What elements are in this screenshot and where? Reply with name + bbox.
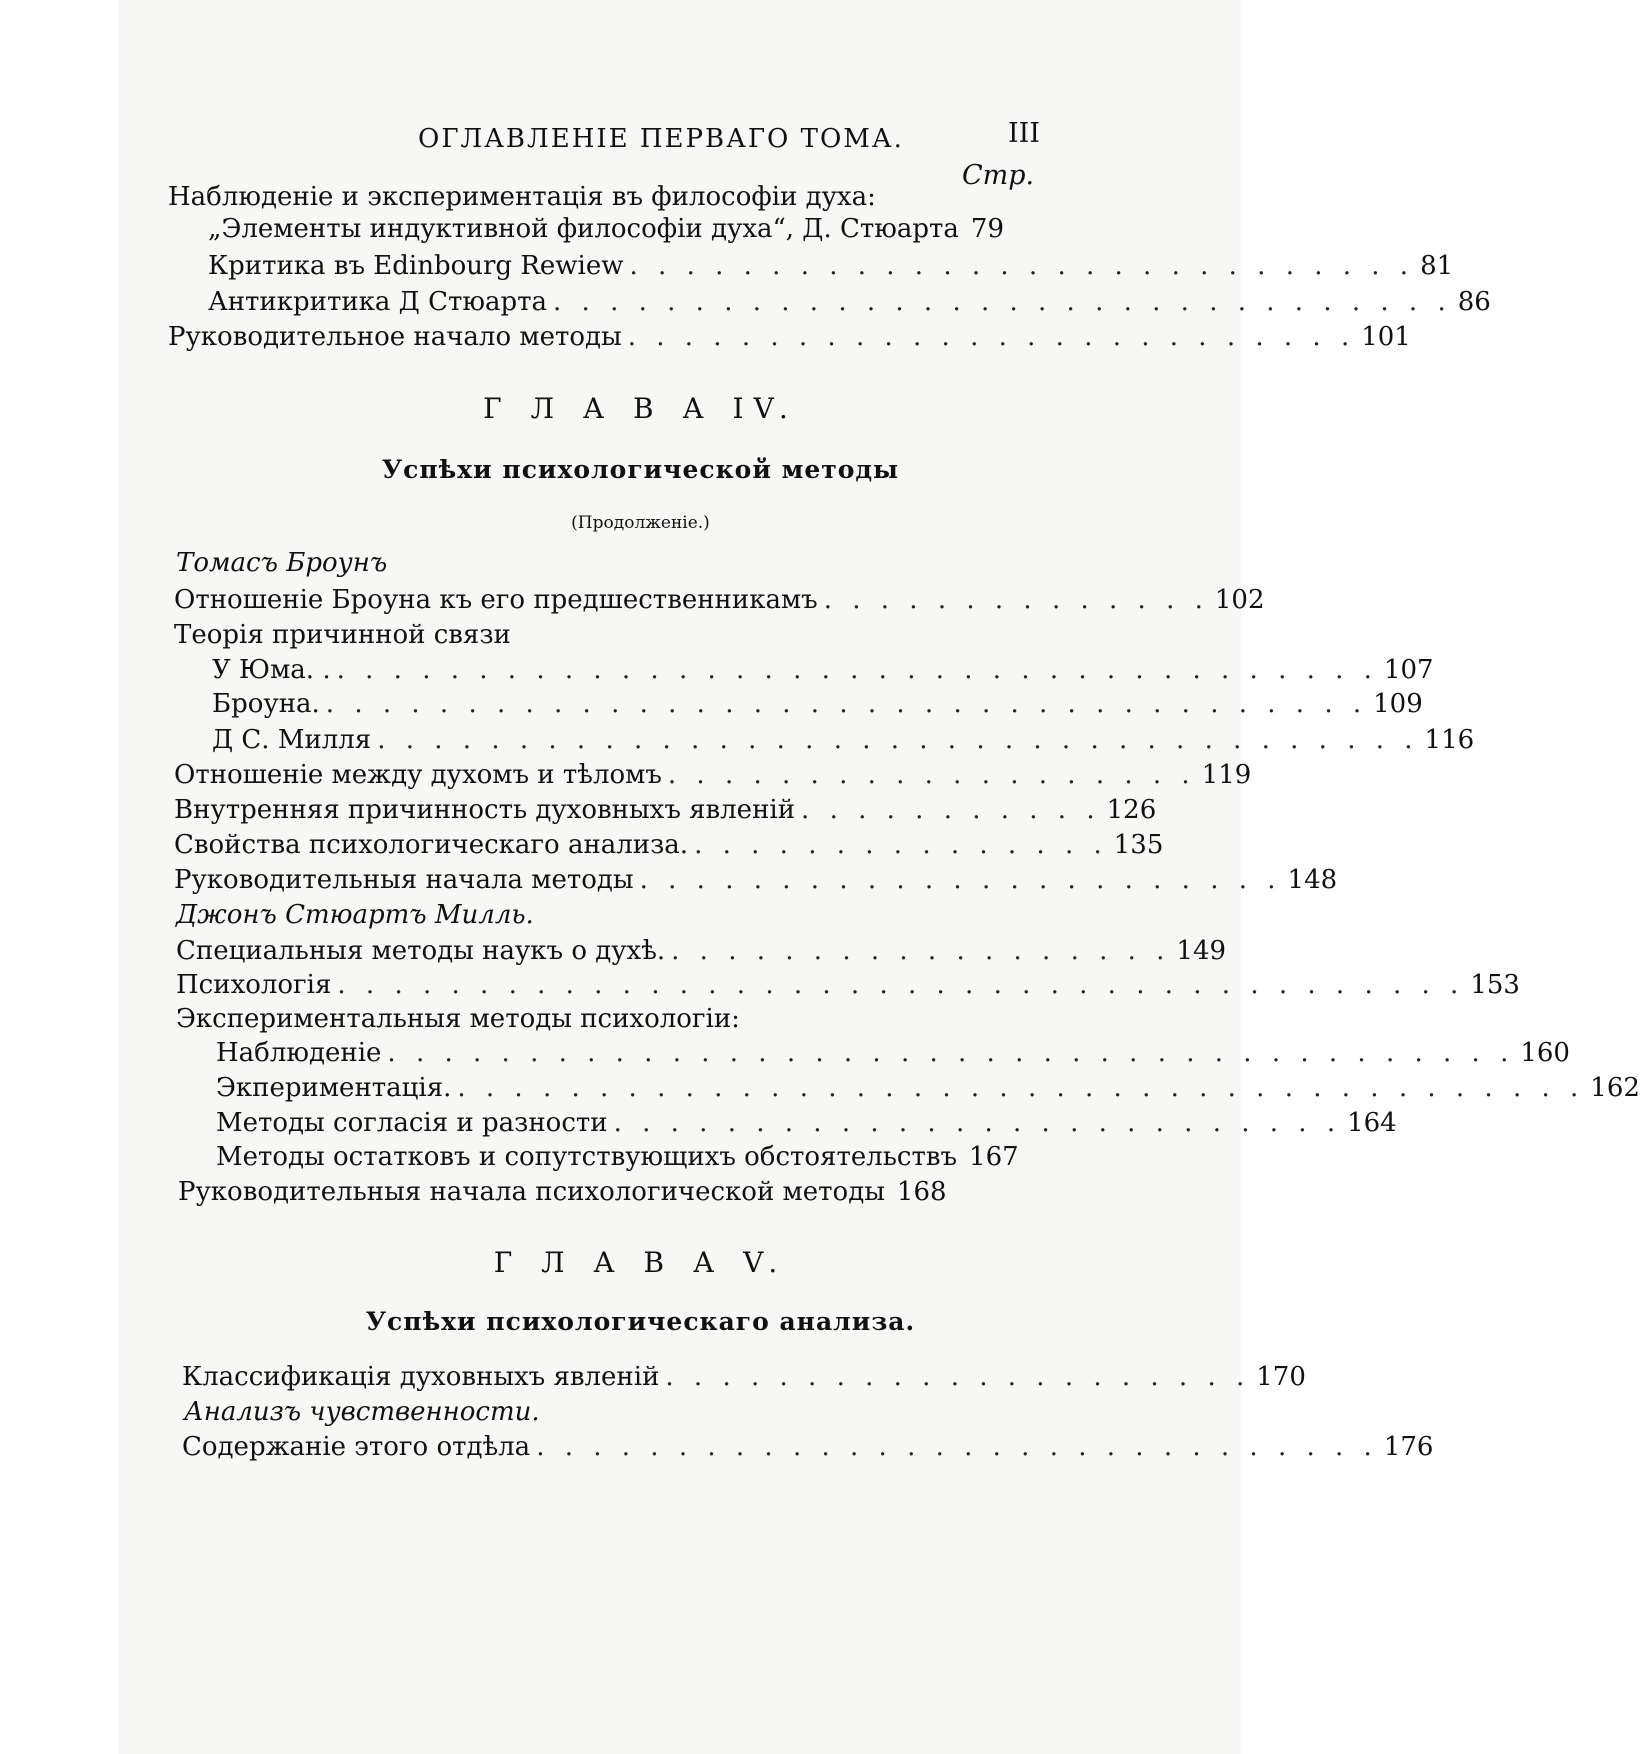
- toc-entry: [176, 936, 1227, 974]
- toc-entry-label: Отношеніе между духомъ и тѣломъ: [174, 760, 662, 790]
- toc-entry-label: Антикритика Д Стюарта: [208, 287, 548, 317]
- toc-entry: [216, 1142, 1019, 1180]
- leader-dots: . . . . . . . . . . . . . . .: [694, 830, 1108, 860]
- toc-entry-page: 162: [1590, 1073, 1640, 1103]
- toc-entry: [212, 655, 1434, 693]
- toc-entry-label: Отношеніе Броуна къ его предшественникамъ: [174, 585, 818, 615]
- toc-entry-label: Психологія: [176, 970, 332, 1000]
- page-header-title: ОГЛАВЛЕНІЕ ПЕРВАГО ТОМА.: [418, 124, 904, 154]
- chapter-4-title: Г Л А В А IV.: [483, 392, 798, 425]
- chapter-4-subtitle: Успѣхи психологической методы: [381, 455, 900, 484]
- toc-intro: Наблюденіе и экспериментація въ философіи духа:: [168, 182, 876, 212]
- chapter-5-subtitle: Успѣхи психологическаго анализа.: [365, 1307, 916, 1336]
- toc-entry: [178, 1177, 947, 1215]
- leader-dots: . . . . . . . . . . . . . . . . . . . . . . . . . . . . . . . . . . . . . . . .: [337, 970, 1465, 1000]
- leader-dots: . . . . . . . . . . . . . . . . . . . . . . . . . .: [627, 322, 1356, 352]
- toc-entry-page: 109: [1373, 689, 1423, 719]
- leader-dots: . . . . . . . . . . . . . . . . . . . . . . . . . . . . . . . .: [553, 287, 1452, 317]
- page-column-label: Стр.: [962, 160, 1035, 191]
- toc-entry-label: Руководительныя начала психологической методы: [178, 1177, 885, 1207]
- leader-dots: . . . . . . . . . . . . . .: [823, 585, 1209, 615]
- toc-entry: [176, 970, 1520, 1008]
- toc-entry-label: Критика въ Edinbourg Rewiew: [208, 251, 624, 281]
- page-number-roman: III: [1008, 118, 1040, 149]
- leader-dots: . . . . . . . . . . . . . . . . . . . . . . . . . . . . . . . . . . . . .: [325, 689, 1368, 719]
- leader-dots: . . . . . . . . . . . . . . . . . .: [671, 936, 1171, 966]
- toc-entry-page: 167: [969, 1142, 1019, 1172]
- theory-heading: Теорія причинной связи: [174, 620, 511, 650]
- toc-entry: [216, 1073, 1640, 1111]
- toc-entry: [216, 1108, 1397, 1146]
- toc-entry-label: Броуна.: [212, 689, 320, 719]
- toc-entry-label: Свойства психологическаго анализа.: [174, 830, 689, 860]
- toc-entry: [168, 322, 1411, 360]
- toc-entry: [208, 287, 1491, 325]
- toc-entry: [212, 725, 1475, 763]
- toc-entry: [208, 214, 1005, 252]
- toc-entry-page: 101: [1361, 322, 1411, 352]
- toc-entry-label: Методы согласія и разности: [216, 1108, 608, 1138]
- toc-entry: [216, 1038, 1570, 1076]
- leader-dots: . . . . . . . . . . . . . . . . . . . . . . . . . . . .: [629, 251, 1415, 281]
- toc-entry-page: 168: [896, 1177, 947, 1207]
- toc-entry-label: Содержаніе этого отдѣла: [182, 1432, 531, 1462]
- chapter-4-continued: (Продолженіе.): [571, 513, 710, 533]
- toc-entry-label: Наблюденіе: [216, 1038, 382, 1068]
- toc-entry-page: 81: [1420, 251, 1454, 281]
- toc-entry-label: Методы остатковъ и сопутствующихъ обстоятельствъ: [216, 1142, 958, 1172]
- toc-entry: [174, 760, 1252, 798]
- toc-entry-page: 176: [1383, 1432, 1434, 1462]
- toc-entry-page: 153: [1470, 970, 1520, 1000]
- toc-entry: [174, 585, 1265, 623]
- section-heading-sensibility: Анализъ чувственности.: [184, 1397, 540, 1427]
- toc-entry-page: 86: [1457, 287, 1491, 317]
- toc-entry-label: У Юма. .: [212, 655, 331, 685]
- author-heading-mill: Джонъ Стюартъ Милль.: [176, 900, 534, 930]
- toc-entry-page: 116: [1424, 725, 1475, 755]
- toc-entry: [182, 1432, 1434, 1470]
- leader-dots: . . . . . . . . . . . . . . . . . . . . . . .: [639, 865, 1282, 895]
- leader-dots: . . . . . . . . . . . . . . . . . . . . . . . . . . . . . . . . . . . . . . . .: [457, 1073, 1585, 1103]
- toc-entry-label: Специальныя методы наукъ о духѣ.: [176, 936, 666, 966]
- toc-entry-label: Внутренняя причинность духовныхъ явленій: [174, 795, 796, 825]
- toc-entry-page: 79: [970, 214, 1005, 244]
- leader-dots: . . . . . . . . . . . . . . . . . . .: [667, 760, 1196, 790]
- leader-dots: . . . . . . . . . . . . . . . . . . . . . . . . . . . . . . . . . . . . .: [377, 725, 1419, 755]
- toc-entry-label: „Элементы индуктивной философіи духа“, Д. Стюарта: [208, 214, 959, 244]
- leader-dots: . . . . . . . . . . .: [801, 795, 1101, 825]
- leader-dots: . . . . . . . . . . . . . . . . . . . . . . . . . . . . . . . . . . . . .: [336, 655, 1378, 685]
- toc-entry: [174, 830, 1164, 868]
- toc-entry-label: Классификація духовныхъ явленій: [182, 1362, 660, 1392]
- toc-entry-page: 102: [1214, 585, 1265, 615]
- toc-entry-page: 126: [1106, 795, 1157, 825]
- leader-dots: . . . . . . . . . . . . . . . . . . . . . . . . . . . . . .: [536, 1432, 1378, 1462]
- toc-entry-page: 164: [1347, 1108, 1397, 1138]
- toc-entry-page: 160: [1520, 1038, 1570, 1068]
- toc-entry-label: Д С. Милля: [212, 725, 372, 755]
- toc-entry-label: Экпериментація.: [216, 1073, 452, 1103]
- leader-dots: . . . . . . . . . . . . . . . . . . . . .: [665, 1362, 1251, 1392]
- leader-dots: . . . . . . . . . . . . . . . . . . . . . . . . . . . . . . . . . . . . . . . .: [387, 1038, 1515, 1068]
- chapter-5-title: Г Л А В А V.: [493, 1246, 788, 1279]
- toc-entry-page: 119: [1201, 760, 1252, 790]
- toc-entry: [182, 1362, 1306, 1400]
- toc-entry-page: 148: [1287, 865, 1338, 895]
- experimental-heading: Экспериментальныя методы психологіи:: [176, 1004, 740, 1034]
- toc-entry: [174, 865, 1338, 903]
- toc-entry-page: 135: [1113, 830, 1164, 860]
- toc-entry-page: 170: [1256, 1362, 1306, 1392]
- toc-entry-page: 149: [1176, 936, 1227, 966]
- toc-entry: [174, 795, 1157, 833]
- leader-dots: . . . . . . . . . . . . . . . . . . . . . . . . . .: [613, 1108, 1342, 1138]
- toc-entry: [212, 689, 1423, 727]
- toc-entry: [208, 251, 1454, 289]
- toc-entry-label: Руководительное начало методы: [168, 322, 622, 352]
- author-heading-brown: Томасъ Броунъ: [176, 548, 388, 578]
- toc-entry-page: 107: [1383, 655, 1434, 685]
- toc-entry-label: Руководительныя начала методы: [174, 865, 634, 895]
